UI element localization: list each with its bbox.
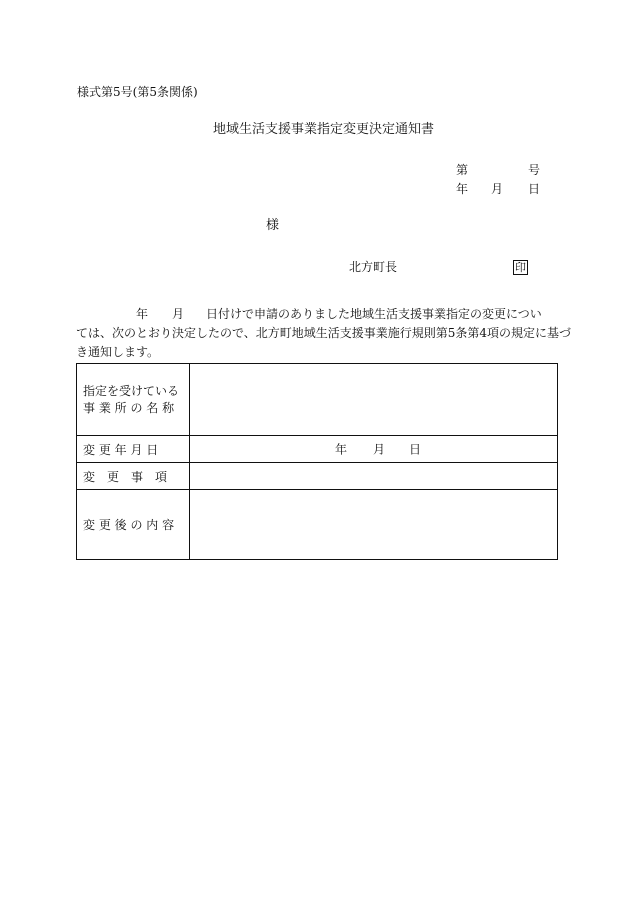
table-row-change-item xyxy=(77,463,558,490)
body-line-1-text: 日付けで申請のありました地域生活支援事業指定の変更につい xyxy=(206,307,542,321)
table-row-office-name xyxy=(77,364,558,436)
document-title: 地域生活支援事業指定変更決定通知書 xyxy=(213,122,435,137)
body-line-1 xyxy=(76,305,558,324)
change-date-year-label: 年 xyxy=(335,442,348,457)
table-row-new-content xyxy=(77,490,558,560)
new-content-field[interactable] xyxy=(190,490,558,560)
body-line-3: き通知します。 xyxy=(76,345,160,359)
body-line-2: ては、次のとおり決定したので、北方町地域生活支援事業施行規則第5条第4項の規定に基づ xyxy=(76,326,572,340)
table-row-change-date xyxy=(77,436,558,463)
info-table xyxy=(76,363,558,560)
change-item-field[interactable] xyxy=(190,463,558,490)
office-name-label xyxy=(77,364,190,436)
change-date-month-label: 月 xyxy=(373,442,386,457)
body-year-label: 年 xyxy=(136,307,149,321)
office-name-label-line2: 事 業 所 の 名 称 xyxy=(83,400,175,415)
new-content-label: 変 更 後 の 内 容 xyxy=(77,490,190,560)
addressee-honorific: 様 xyxy=(266,218,280,233)
change-date-day-label: 日 xyxy=(409,442,422,457)
seal-mark: 印 xyxy=(515,261,526,274)
office-name-field[interactable] xyxy=(190,364,558,436)
date-month-label: 月 xyxy=(491,182,504,196)
change-date-label: 変 更 年 月 日 xyxy=(77,436,190,463)
change-date-field[interactable] xyxy=(190,436,558,463)
change-item-label: 変 更 事 項 xyxy=(77,463,190,490)
form-number: 様式第5号(第5条関係) xyxy=(77,85,198,99)
office-name-label-line1: 指定を受けている xyxy=(83,383,180,398)
body-month-label: 月 xyxy=(172,307,185,321)
date-day-label: 日 xyxy=(528,182,541,196)
date-year-label: 年 xyxy=(456,182,469,196)
issuer-name: 北方町長 xyxy=(349,260,398,274)
body-paragraph xyxy=(76,305,572,362)
number-prefix: 第 xyxy=(456,163,469,177)
number-suffix: 号 xyxy=(528,163,541,177)
